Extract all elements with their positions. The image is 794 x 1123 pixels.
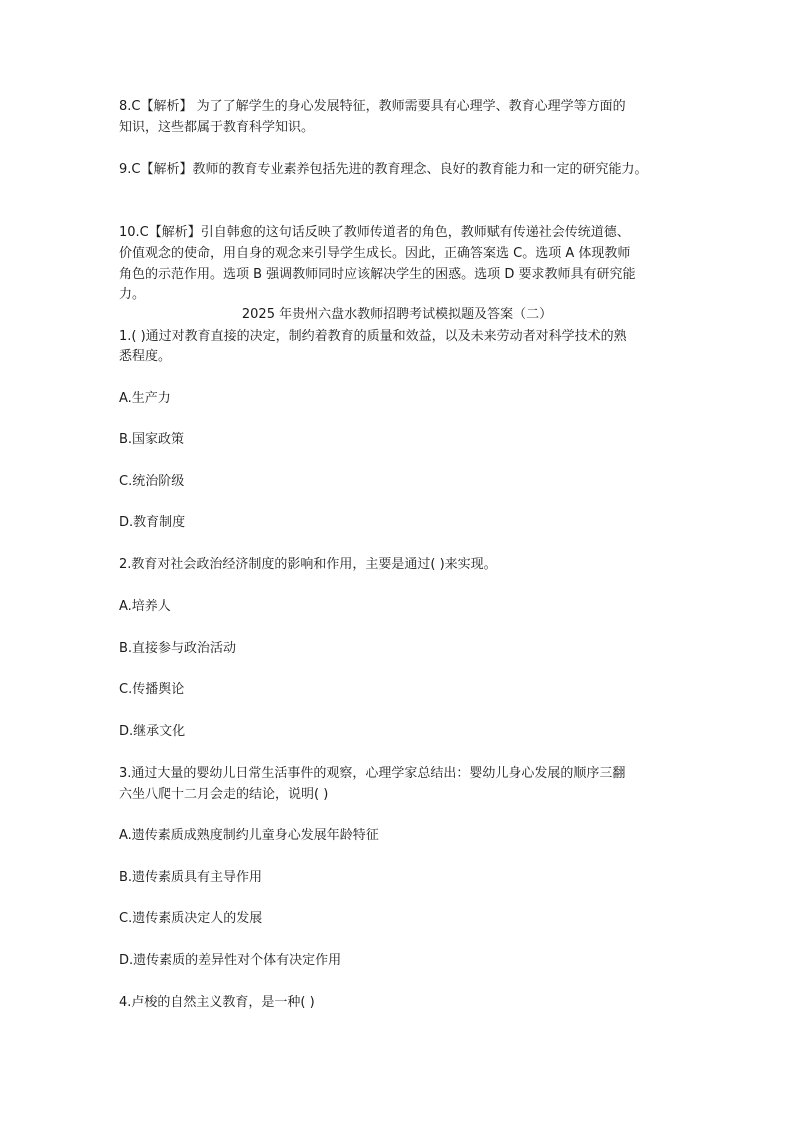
question-1-option-c: C.统治阶级 [119, 474, 185, 489]
question-3-option-d: D.遗传素质的差异性对个体有决定作用 [119, 953, 342, 968]
question-3-option-c: C.遗传素质决定人的发展 [119, 911, 263, 926]
answer-10-line-4: 力。 [119, 287, 146, 302]
question-2-option-c: C.传播舆论 [119, 682, 185, 697]
question-2-option-b: B.直接参与政治活动 [119, 641, 237, 656]
answer-8-line-1: 8.C【解析】 为了了解学生的身心发展特征，教师需要具有心理学、教育心理学等方面的 [119, 99, 626, 114]
question-2-stem-line-1: 2.教育对社会政治经济制度的影响和作用，主要是通过( )来实现。 [119, 557, 497, 572]
question-3-option-b: B.遗传素质具有主导作用 [119, 870, 263, 885]
question-4-stem-line-1: 4.卢梭的自然主义教育，是一种( ) [119, 995, 315, 1010]
question-3-stem-line-1: 3.通过大量的婴幼儿日常生活事件的观察，心理学家总结出：婴幼儿身心发展的顺序三翻 [119, 766, 626, 781]
section-title: 2025 年贵州六盘水教师招聘考试模拟题及答案（二） [241, 307, 553, 322]
question-1-option-d: D.教育制度 [119, 515, 186, 530]
answer-10-line-1: 10.C【解析】引自韩愈的这句话反映了教师传道者的角色，教师赋有传递社会传统道德、 [119, 225, 630, 240]
question-1-option-b: B.国家政策 [119, 432, 185, 447]
answer-8-line-2: 知识，这些都属于教育科学知识。 [119, 120, 315, 135]
answer-10-line-3: 角色的示范作用。选项 B 强调教师同时应该解决学生的困惑。选项 D 要求教师具有研究能 [119, 267, 636, 282]
question-1-stem-line-1: 1.( )通过对教育直接的决定，制约着教育的质量和效益，以及未来劳动者对科学技术的熟 [119, 329, 627, 344]
question-1-stem-line-2: 悉程度。 [119, 349, 172, 364]
question-3-option-a: A.遗传素质成熟度制约儿童身心发展年龄特征 [119, 828, 379, 843]
question-3-stem-line-2: 六坐八爬十二月会走的结论，说明( ) [119, 787, 329, 802]
question-1-option-a: A.生产力 [119, 391, 171, 406]
answer-10-line-2: 价值观念的使命，用自身的观念来引导学生成长。因此，正确答案选 C。选项 A 体现教师 [119, 246, 631, 261]
question-2-option-d: D.继承文化 [119, 724, 186, 739]
answer-9-line-1: 9.C【解析】教师的教育专业素养包括先进的教育理念、良好的教育能力和一定的研究能力。 [119, 162, 648, 177]
question-2-option-a: A.培养人 [119, 599, 171, 614]
